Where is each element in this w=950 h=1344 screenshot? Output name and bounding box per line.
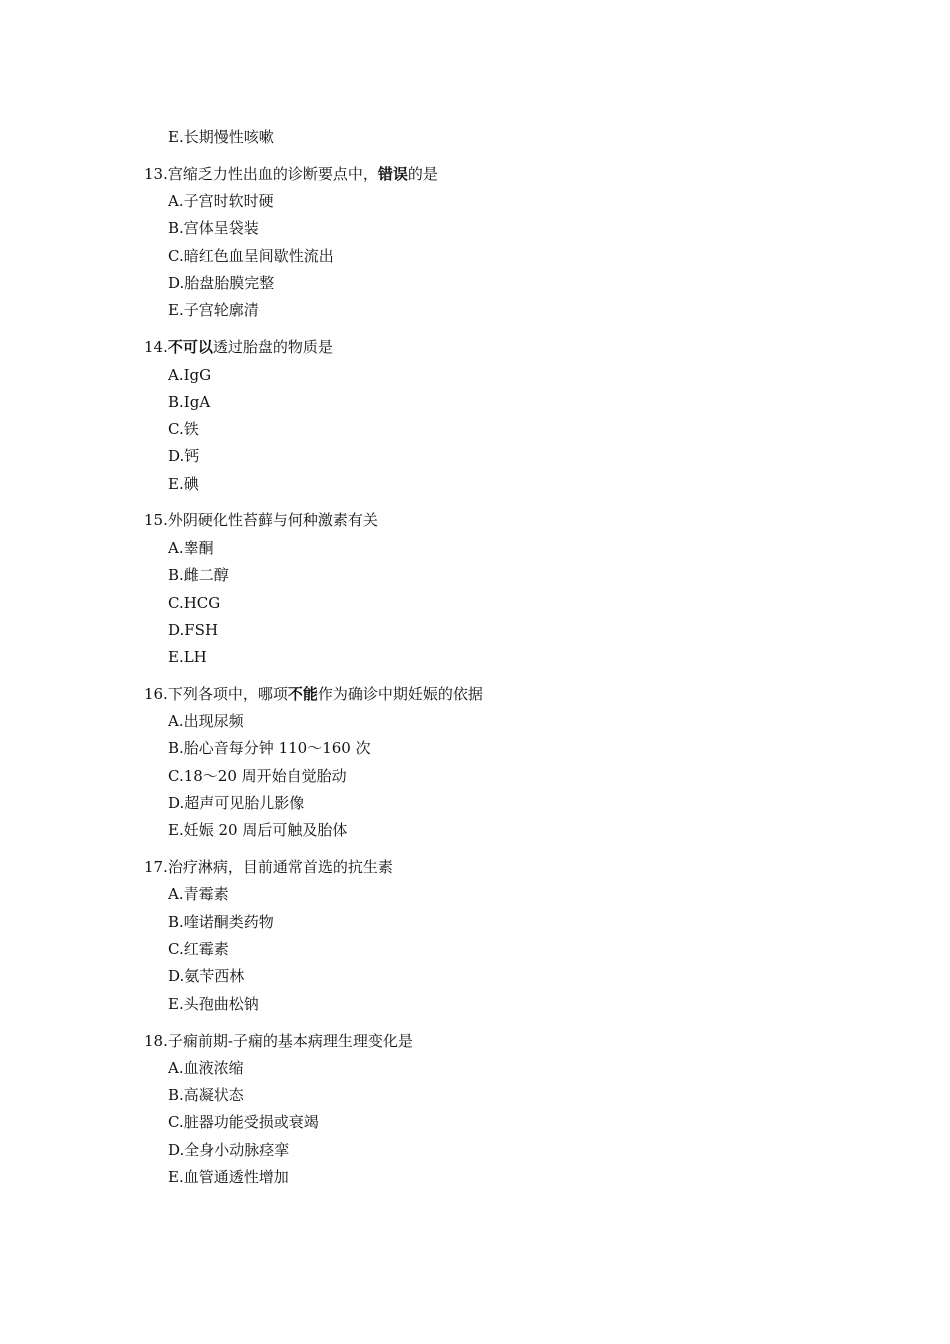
option-line <box>168 446 199 466</box>
option-label: E. <box>168 1168 184 1186</box>
option-line <box>168 647 207 667</box>
option-line <box>168 565 229 585</box>
option-text: 脏器功能受损或衰竭 <box>183 1113 319 1131</box>
option-label: A. <box>168 366 184 384</box>
option-label: A. <box>168 712 184 730</box>
option-line <box>168 1058 244 1078</box>
option-label: C. <box>168 594 184 612</box>
option-line <box>168 474 199 494</box>
option-text: 胎心音每分钟 110～160 次 <box>183 739 371 757</box>
stem-emphasis: 不可以 <box>167 338 213 356</box>
option-line <box>168 593 220 613</box>
option-label: C. <box>168 940 184 958</box>
question-stem <box>144 1031 413 1051</box>
option-label: E. <box>168 648 184 666</box>
option-line <box>168 1167 289 1187</box>
option-label: D. <box>168 274 185 292</box>
option-text: 超声可见胎儿影像 <box>184 794 305 812</box>
option-text: 氨苄西林 <box>184 967 245 985</box>
option-line <box>168 912 274 932</box>
option-text: FSH <box>184 621 219 639</box>
option-line <box>168 884 229 904</box>
stem-text: 外阴硬化性苔藓与何种激素有关 <box>167 511 378 529</box>
stem-emphasis: 错误 <box>377 165 408 183</box>
option-text: 妊娠 20 周后可触及胎体 <box>183 821 348 839</box>
question-number: 13. <box>144 165 168 183</box>
option-line <box>168 994 259 1014</box>
option-text: 暗红色血呈间歇性流出 <box>183 247 334 265</box>
stem-text: 透过胎盘的物质是 <box>212 338 333 356</box>
option-text: 红霉素 <box>183 940 229 958</box>
option-line <box>168 820 347 840</box>
option-label: C. <box>168 767 184 785</box>
question-number: 18. <box>144 1032 168 1050</box>
option-label: E. <box>168 995 184 1013</box>
option-line <box>168 246 334 266</box>
option-label: E. <box>168 821 184 839</box>
option-label: B. <box>168 566 184 584</box>
option-label: C. <box>168 1113 184 1131</box>
option-label: C. <box>168 247 184 265</box>
option-label: D. <box>168 621 185 639</box>
question-stem <box>144 337 333 357</box>
stem-emphasis: 不能 <box>287 685 318 703</box>
question-stem <box>144 684 483 704</box>
question-number: 14. <box>144 338 168 356</box>
option-label: C. <box>168 420 184 438</box>
option-line <box>168 966 244 986</box>
option-label: B. <box>168 219 184 237</box>
option-line <box>168 766 347 786</box>
option-line <box>168 300 259 320</box>
option-line <box>168 127 274 147</box>
option-text: HCG <box>183 594 221 612</box>
question-number: 16. <box>144 685 168 703</box>
option-line <box>168 365 211 385</box>
option-text: IgA <box>183 393 211 411</box>
option-label: B. <box>168 739 184 757</box>
option-line <box>168 392 210 412</box>
stem-text: 子痫前期-子痫的基本病理生理变化是 <box>167 1032 413 1050</box>
question-number: 17. <box>144 858 168 876</box>
question-stem <box>144 164 438 184</box>
option-line <box>168 1140 289 1160</box>
question-number: 15. <box>144 511 168 529</box>
option-label: D. <box>168 447 185 465</box>
option-label: D. <box>168 967 185 985</box>
option-label: A. <box>168 192 184 210</box>
stem-text: 下列各项中，哪项 <box>167 685 288 703</box>
option-label: E. <box>168 475 184 493</box>
option-line <box>168 1085 244 1105</box>
option-text: 出现尿频 <box>183 712 244 730</box>
option-text: 碘 <box>183 475 199 493</box>
option-line <box>168 620 218 640</box>
option-text: 全身小动脉痉挛 <box>184 1141 290 1159</box>
option-text: 宫体呈袋装 <box>183 219 259 237</box>
option-label: B. <box>168 393 184 411</box>
option-line <box>168 273 274 293</box>
option-text: 子宫时软时硬 <box>183 192 274 210</box>
option-label: E. <box>168 301 184 319</box>
option-line <box>168 191 274 211</box>
option-label: B. <box>168 1086 184 1104</box>
option-text: 18～20 周开始自觉胎动 <box>183 767 347 785</box>
option-label: D. <box>168 1141 185 1159</box>
option-text: 喹诺酮类药物 <box>183 913 274 931</box>
stem-text: 的是 <box>407 165 438 183</box>
option-text: 高凝状态 <box>183 1086 244 1104</box>
option-label: A. <box>168 885 184 903</box>
option-text: 睾酮 <box>183 539 214 557</box>
option-text: 铁 <box>183 420 199 438</box>
option-line <box>168 419 199 439</box>
stem-text: 治疗淋病，目前通常首选的抗生素 <box>167 858 393 876</box>
option-line <box>168 218 259 238</box>
option-label: D. <box>168 794 185 812</box>
stem-text: 宫缩乏力性出血的诊断要点中， <box>167 165 378 183</box>
option-text: 胎盘胎膜完整 <box>184 274 275 292</box>
option-line <box>168 711 244 731</box>
option-line <box>168 793 304 813</box>
option-text: 雌二醇 <box>183 566 229 584</box>
option-text: 头孢曲松钠 <box>183 995 259 1013</box>
option-label: A. <box>168 539 184 557</box>
option-label: B. <box>168 913 184 931</box>
stem-text: 作为确诊中期妊娠的依据 <box>317 685 483 703</box>
option-line <box>168 1112 319 1132</box>
option-label: A. <box>168 1059 184 1077</box>
option-line <box>168 939 229 959</box>
option-label: E. <box>168 128 184 146</box>
option-text: LH <box>183 648 207 666</box>
option-text: 青霉素 <box>183 885 229 903</box>
option-text: 血管通透性增加 <box>183 1168 289 1186</box>
option-text: 血液浓缩 <box>183 1059 244 1077</box>
option-line <box>168 738 371 758</box>
option-text: IgG <box>183 366 212 384</box>
option-text: 钙 <box>184 447 200 465</box>
question-stem <box>144 857 393 877</box>
option-line <box>168 538 214 558</box>
option-text: 子宫轮廓清 <box>183 301 259 319</box>
question-stem <box>144 510 378 530</box>
option-text: 长期慢性咳嗽 <box>183 128 274 146</box>
